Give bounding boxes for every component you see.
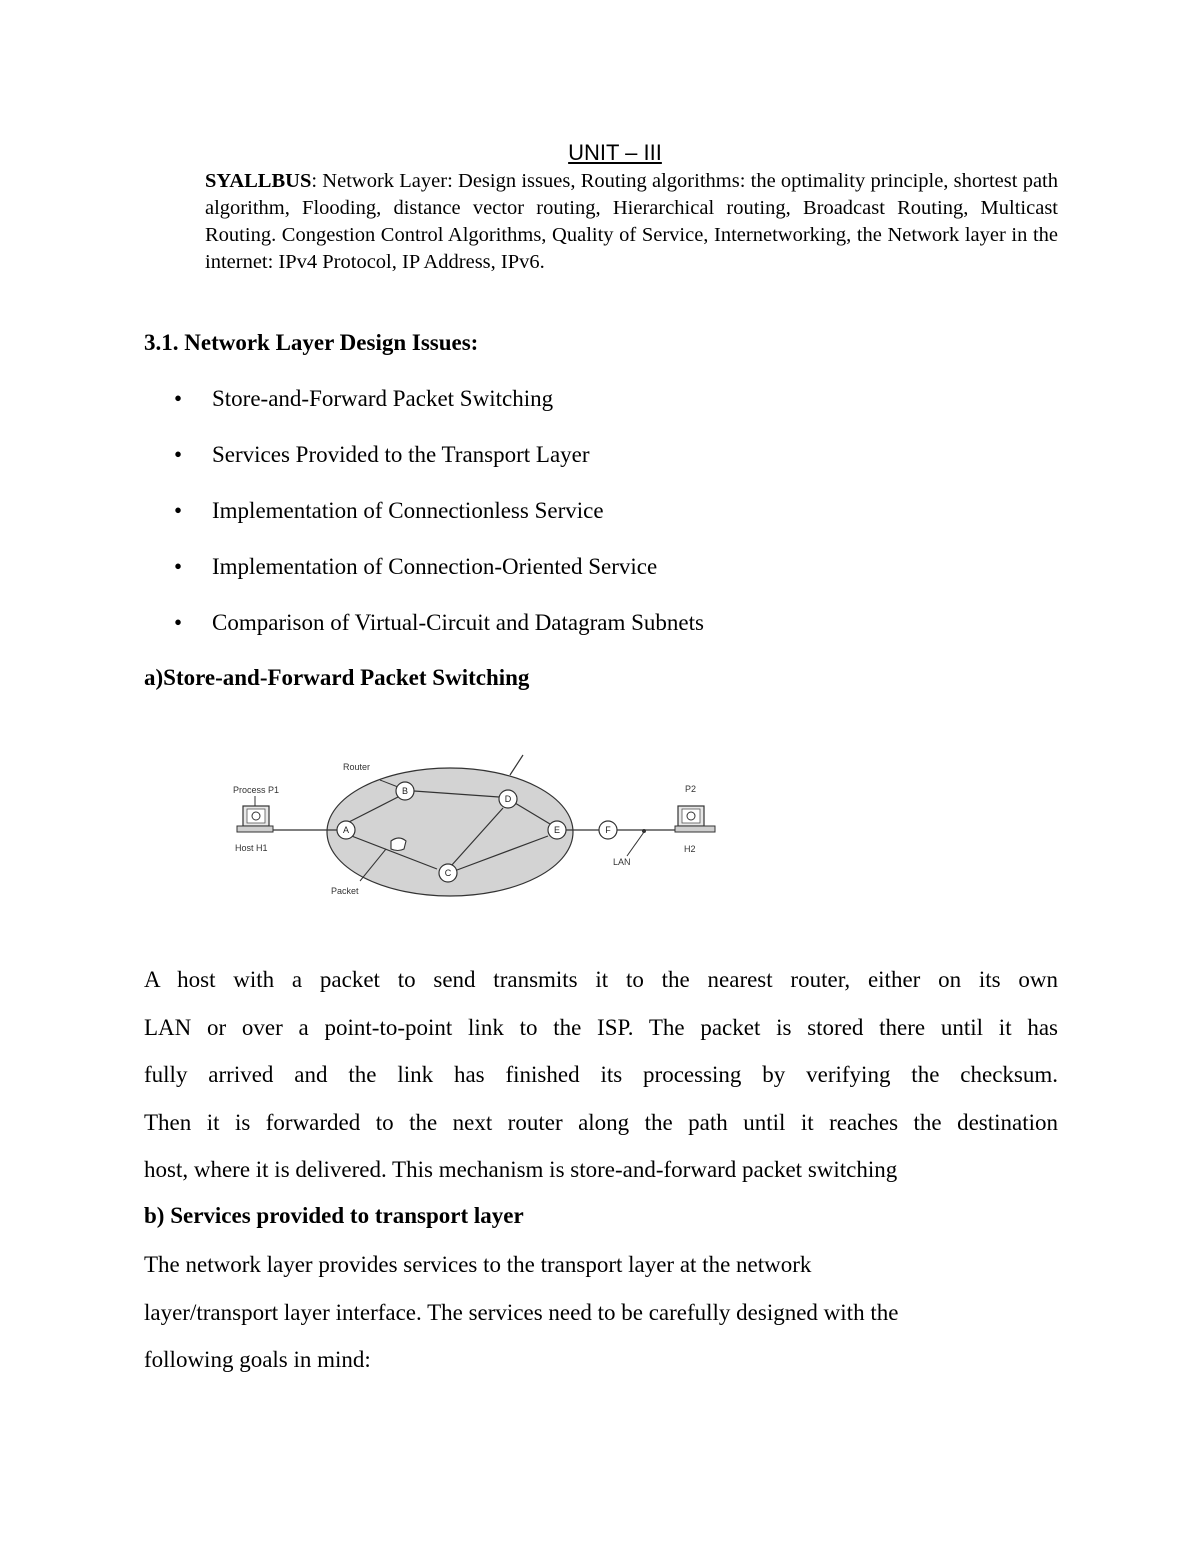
- host-h2-label: H2: [684, 844, 696, 854]
- bullet-icon: •: [174, 442, 183, 467]
- bullet-icon: •: [174, 610, 183, 635]
- paragraph-line: The network layer provides services to the transport layer at the network: [144, 1252, 812, 1277]
- packet-icon: [391, 838, 406, 851]
- node-label-a: A: [342, 825, 350, 835]
- subheading-store-and-forward: a)Store-and-Forward Packet Switching: [144, 665, 530, 690]
- paragraph-line: following goals in mind:: [144, 1347, 371, 1372]
- unit-title: UNIT – III: [568, 140, 662, 165]
- host-h2-computer-icon: [675, 806, 715, 832]
- paragraph-line: Then it is forwarded to the next router along the path until it reaches the destination: [144, 1109, 1058, 1135]
- host-h1-computer-icon: [237, 806, 273, 832]
- paragraph-line: LAN or over a point-to-point link to the ISP. The packet is stored there until it has: [144, 1014, 1058, 1040]
- paragraph-line: layer/transport layer interface. The services need to be carefully designed with the: [144, 1299, 899, 1325]
- lan-pointer: [627, 832, 644, 856]
- paragraph-line: A host with a packet to send transmits it to the nearest router, either on its own: [144, 967, 1058, 992]
- node-label-c: C: [444, 868, 452, 878]
- bullet-icon: •: [174, 386, 183, 411]
- list-item-text: Store-and-Forward Packet Switching: [212, 386, 554, 411]
- process-p2-label: P2: [685, 784, 697, 794]
- paragraph-store-and-forward: [144, 956, 1058, 1194]
- list-item-text: Services Provided to the Transport Layer: [212, 442, 590, 467]
- host-h1-label: Host H1: [235, 843, 268, 853]
- subheading-services: b) Services provided to transport layer: [144, 1203, 524, 1228]
- paragraph-line: fully arrived and the link has finished its processing by verifying the checksum.: [144, 1062, 1058, 1087]
- syllabus-label: SYALLBUS: [205, 170, 312, 192]
- paragraph-services: [144, 1241, 1058, 1384]
- syllabus-paragraph: [205, 168, 1058, 276]
- list-item-text: Implementation of Connectionless Service: [212, 498, 604, 523]
- store-and-forward-diagram: [225, 750, 725, 905]
- router-label: Router: [343, 762, 371, 772]
- lan-junction-dot: [642, 829, 646, 833]
- lan-label: LAN: [613, 857, 631, 867]
- bullet-icon: •: [174, 498, 183, 523]
- node-label-d: D: [504, 794, 512, 804]
- packet-label: Packet: [331, 886, 359, 896]
- node-label-f: F: [605, 825, 611, 835]
- section-heading: 3.1. Network Layer Design Issues:: [144, 330, 479, 355]
- syllabus-text: : Network Layer: Design issues, Routing algorithms: the optimality principle, shortest path algorithm, Flooding, distance vector routing, Hierarchical routing, Broadcast Routing, Multicast Routing. Congestion Control Algorithms, Quality of Service, Internetworking, the Network layer in the internet: IPv4 Protocol, IP Address, IPv6.: [205, 170, 1058, 273]
- list-item-text: Implementation of Connection-Oriented Service: [212, 554, 658, 579]
- list-item-text: Comparison of Virtual-Circuit and Datagram Subnets: [212, 610, 704, 635]
- process-p1-label: Process P1: [233, 785, 280, 795]
- carrier-pointer-line: [510, 755, 523, 775]
- node-label-e: E: [553, 825, 561, 835]
- node-label-b: B: [401, 786, 409, 796]
- paragraph-line: host, where it is delivered. This mechanism is store-and-forward packet switching: [144, 1157, 898, 1182]
- bullet-icon: •: [174, 554, 183, 579]
